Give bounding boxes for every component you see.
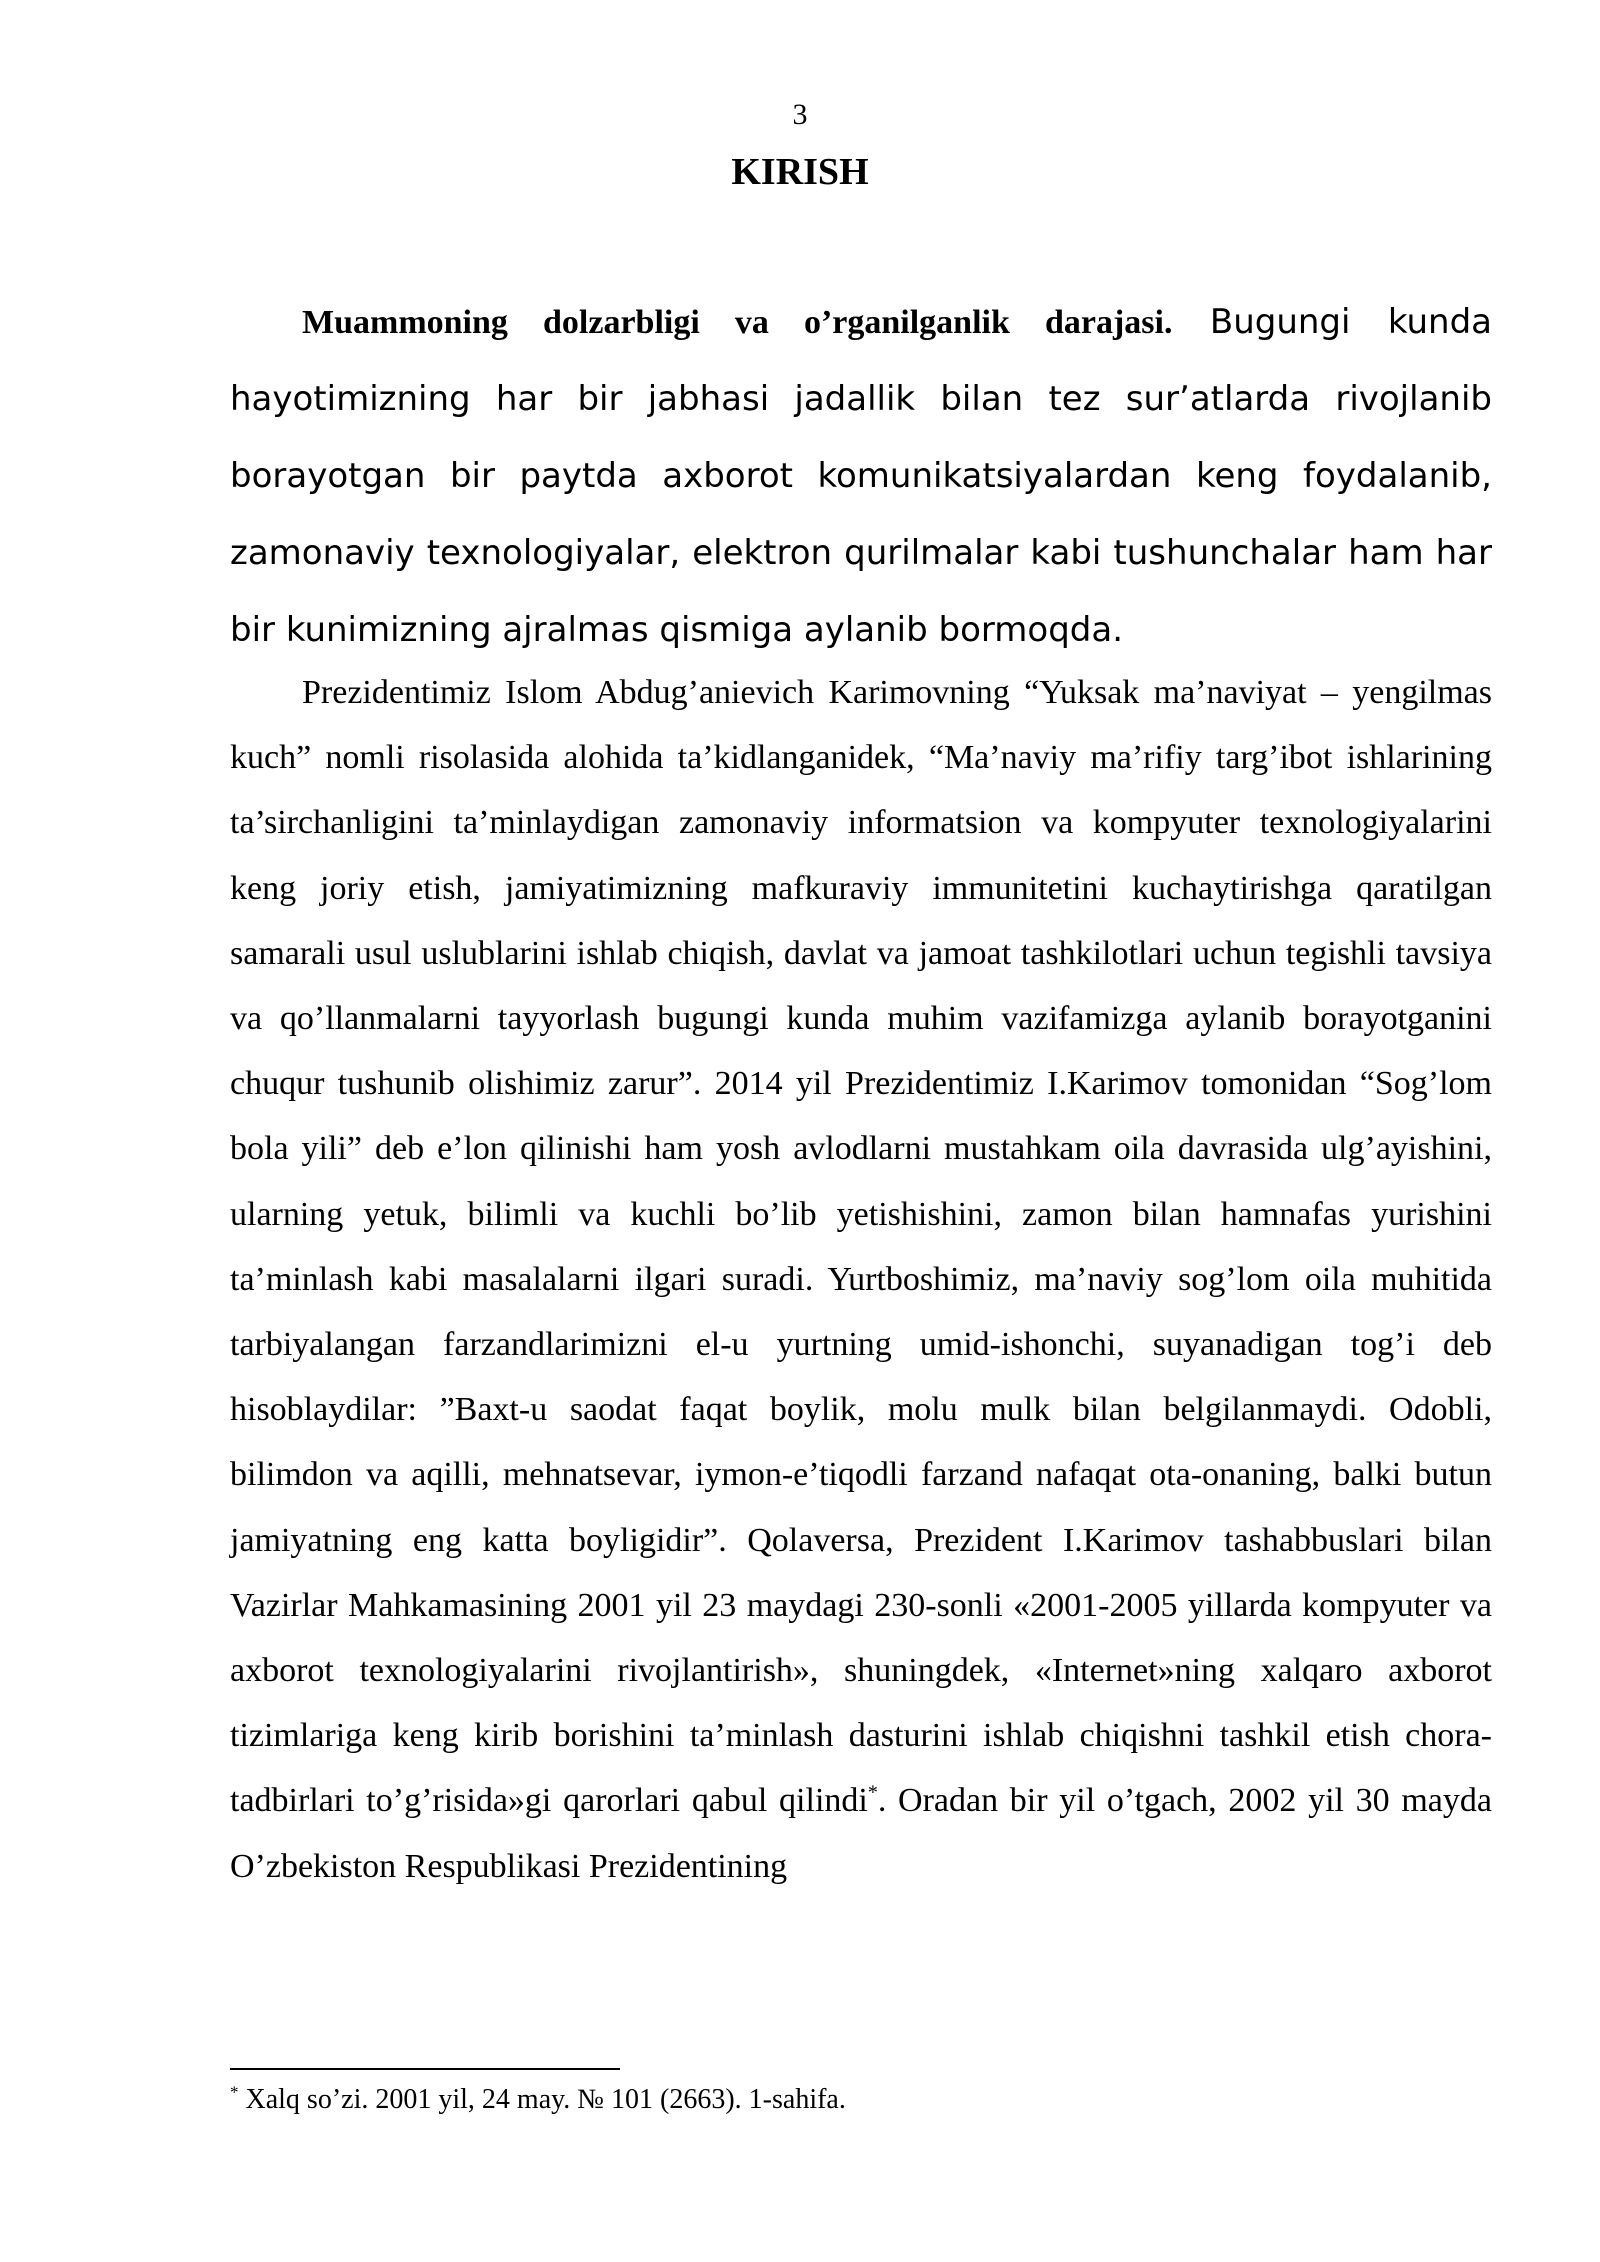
footnote-text: Xalq so’zi. 2001 yil, 24 may. № 101 (2663). 1-sahifa. — [238, 2084, 846, 2115]
section-heading: KIRISH — [731, 151, 869, 193]
paragraph-body-text: Prezidentimiz Islom Abdug’anievich Karimovning “Yuksak ma’naviyat – yengilmas kuch” nomli risolasida alohida ta’kidlanganidek, “Ma’naviy ma’rifiy targ’ibot ishlarining ta’sirchanligini ta’minlaydigan zamonaviy informatsion va kompyuter texnologiyalarini keng joriy etish, jamiyatimizning mafkuraviy immunitetini kuchaytirishga qaratilgan samarali usul uslublarini ishlab chiqish, davlat va jamoat tashkilotlari uchun tegishli tavsiya va qo’llanmalarni tayyorlash bugungi kunda muhim vazifamizga aylanib borayotganini chuqur tushunib olishimiz zarur”. 2014 yil Prezidentimiz I.Karimov tomonidan “Sog’lom bola yili” deb e’lon qilinishi ham yosh avlodlarni mustahkam oila davrasida ulg’ayishini, ularning yetuk, bilimli va kuchli bo’lib yetishishini, zamon bilan hamnafas yurishini ta’minlash kabi masalalarni ilgari suradi. Yurtboshimiz, ma’naviy sog’lom oila muhitida tarbiyalangan farzandlarimizni el-u yurtning umid-ishonchi, suyanadigan tog’i deb hisoblaydilar: ”Baxt-u saodat faqat boylik, molu mulk bilan belgilanmaydi. Odobli, bilimdon va aqilli, mehnatsevar, iymon-e’tiqodli farzand nafaqat ota-onaning, balki butun jamiyatning eng katta boyligidir”. Qolaversa, Prezident I.Karimov tashabbuslari bilan Vazirlar Mahkamasining 2001 yil 23 maydagi 230-sonli «2001-2005 yillarda kompyuter va axborot texnologiyalarini rivojlantirish», shuningdek, «Internet»ning xalqaro axborot tizimlariga keng kirib borishini ta’minlash dasturini ishlab chiqishni tashkil etish chora-tadbirlari to’g’risida»gi qarorlari qabul qilindi — [230, 674, 1492, 1820]
paragraph-relevance — [230, 284, 1492, 669]
page-number: 3 — [792, 98, 808, 131]
footnote-mark: * — [230, 2082, 239, 2102]
paragraph-lead-bold: Muammoning dolzarbligi va o’rganilganlik darajasi. — [302, 304, 1173, 341]
footnote — [230, 2080, 1492, 2120]
footnote-reference[interactable]: * — [867, 1782, 878, 1805]
footnote-separator — [230, 2068, 620, 2070]
paragraph-body-text: Bugungi kunda hayotimizning har bir jabhasi jadallik bilan tez sur’atlarda rivojlanib borayotgan bir paytda axborot komunikatsiyalardan keng foydalanib, zamonaviy texnologiyalar, elektron qurilmalar kabi tushunchalar ham har bir kunimizning ajralmas qismiga aylanib bormoqda. — [230, 302, 1493, 650]
paragraph-president-quote — [230, 660, 1492, 1899]
paragraph-body-text-continued: . Oradan bir yil o’tgach, 2002 yil 30 mayda O’zbekiston Respublikasi Prezidentining — [230, 1782, 1492, 1885]
